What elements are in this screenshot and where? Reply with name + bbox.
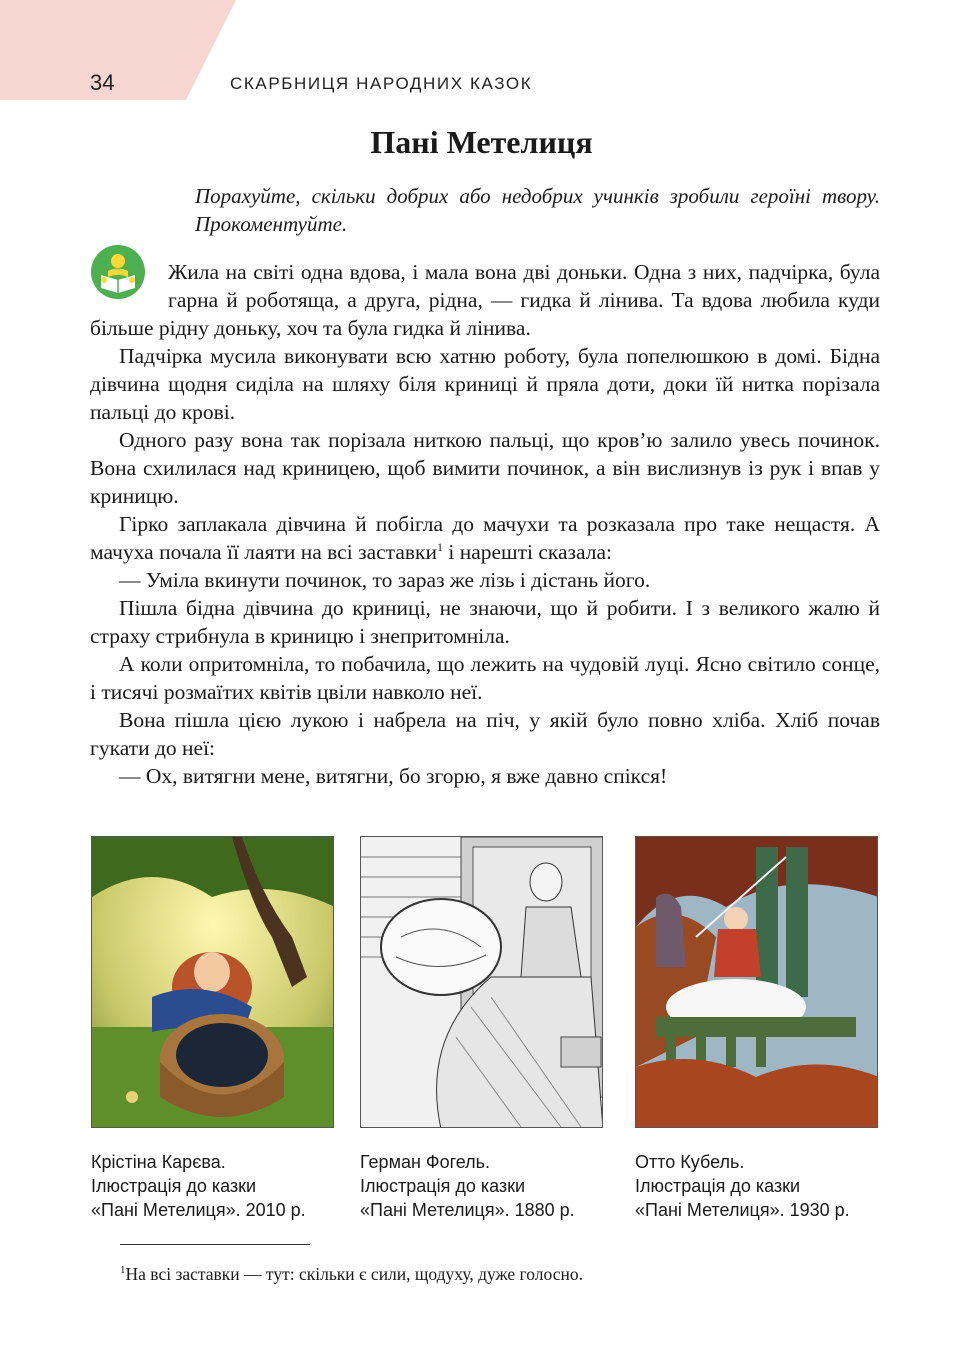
footnote-ref: 1 — [436, 540, 443, 554]
dialogue-line: — Уміла вкинути починок, то зараз же лізь і дістань його. — [119, 568, 651, 592]
footnote-divider — [120, 1244, 310, 1245]
paragraph: Пішла бідна дівчина до криниці, не знаючи, що й робити. І з великого жалю й страху стрибнула в криницю і знепритомніла. — [90, 596, 880, 648]
illustration-well — [91, 836, 334, 1128]
story-title: Пані Метелиця — [370, 124, 593, 160]
paragraph: Вона пішла цією лукою і набрела на піч, у якій було повно хліба. Хліб почав гукати до неї: — [90, 708, 880, 760]
paragraph: Гірко заплакала дівчина й побігла до мачухи та розказала про таке нещастя. А мачуха почала її лаяти на всі заставки$^1$ і нарешті сказала: — [90, 512, 880, 564]
footnote: $^1$На всі заставки — тут: скільки є сили, щодуху, дуже голосно. — [120, 1264, 583, 1284]
dialogue-line: — Ох, витягни мене, витягни, бо згорю, я вже давно спікся! — [119, 764, 668, 788]
page-number: 34 — [90, 70, 115, 95]
paragraph: Одного разу вона так порізала ниткою пальці, що кров’ю залило увесь починок. Вона схилилася над криницею, щоб вимити починок, а він вислизнув із рук і впав у криницю. — [90, 428, 880, 508]
story-body — [90, 258, 880, 790]
caption-illustration-2: Герман Фогель. Ілюстрація до казки «Пані Метелиця». 1880 р. — [360, 1152, 575, 1220]
corner-accent — [0, 0, 236, 100]
paragraph: Жила на світі одна вдова, і мала вона дві доньки. Одна з них, падчірка, була гарна й роботяща, а друга, рідна, — гидка й лінива. Та вдова любила куди більше рідну доньку, хоч та була гидка й лінива. — [90, 260, 880, 340]
paragraph: Падчірка мусила виконувати всю хатню роботу, була попелюшкою в домі. Бідна дівчина щодня сиділа на шляху біля криниці й пряла доти, доки їй нитка порізала пальці до крові. — [90, 344, 880, 424]
illustration-pillow — [360, 836, 603, 1128]
caption-illustration-3: Отто Кубель. Ілюстрація до казки «Пані Метелиця». 1930 р. — [635, 1152, 850, 1220]
illustration-balcony — [635, 836, 878, 1128]
task-text: Порахуйте, скільки добрих або недобрих учинків зробили героїні твору. Прокоментуйте. — [195, 184, 880, 236]
section-title: СКАРБНИЦЯ НАРОДНИХ КАЗОК — [230, 74, 533, 93]
caption-illustration-1: Крістіна Карєва. Ілюстрація до казки «Пані Метелиця». 2010 р. — [91, 1152, 306, 1220]
paragraph: А коли опритомніла, то побачила, що лежить на чудовій луці. Ясно світило сонце, і тисячі розмаїтих квітів цвіли навколо неї. — [90, 652, 880, 704]
